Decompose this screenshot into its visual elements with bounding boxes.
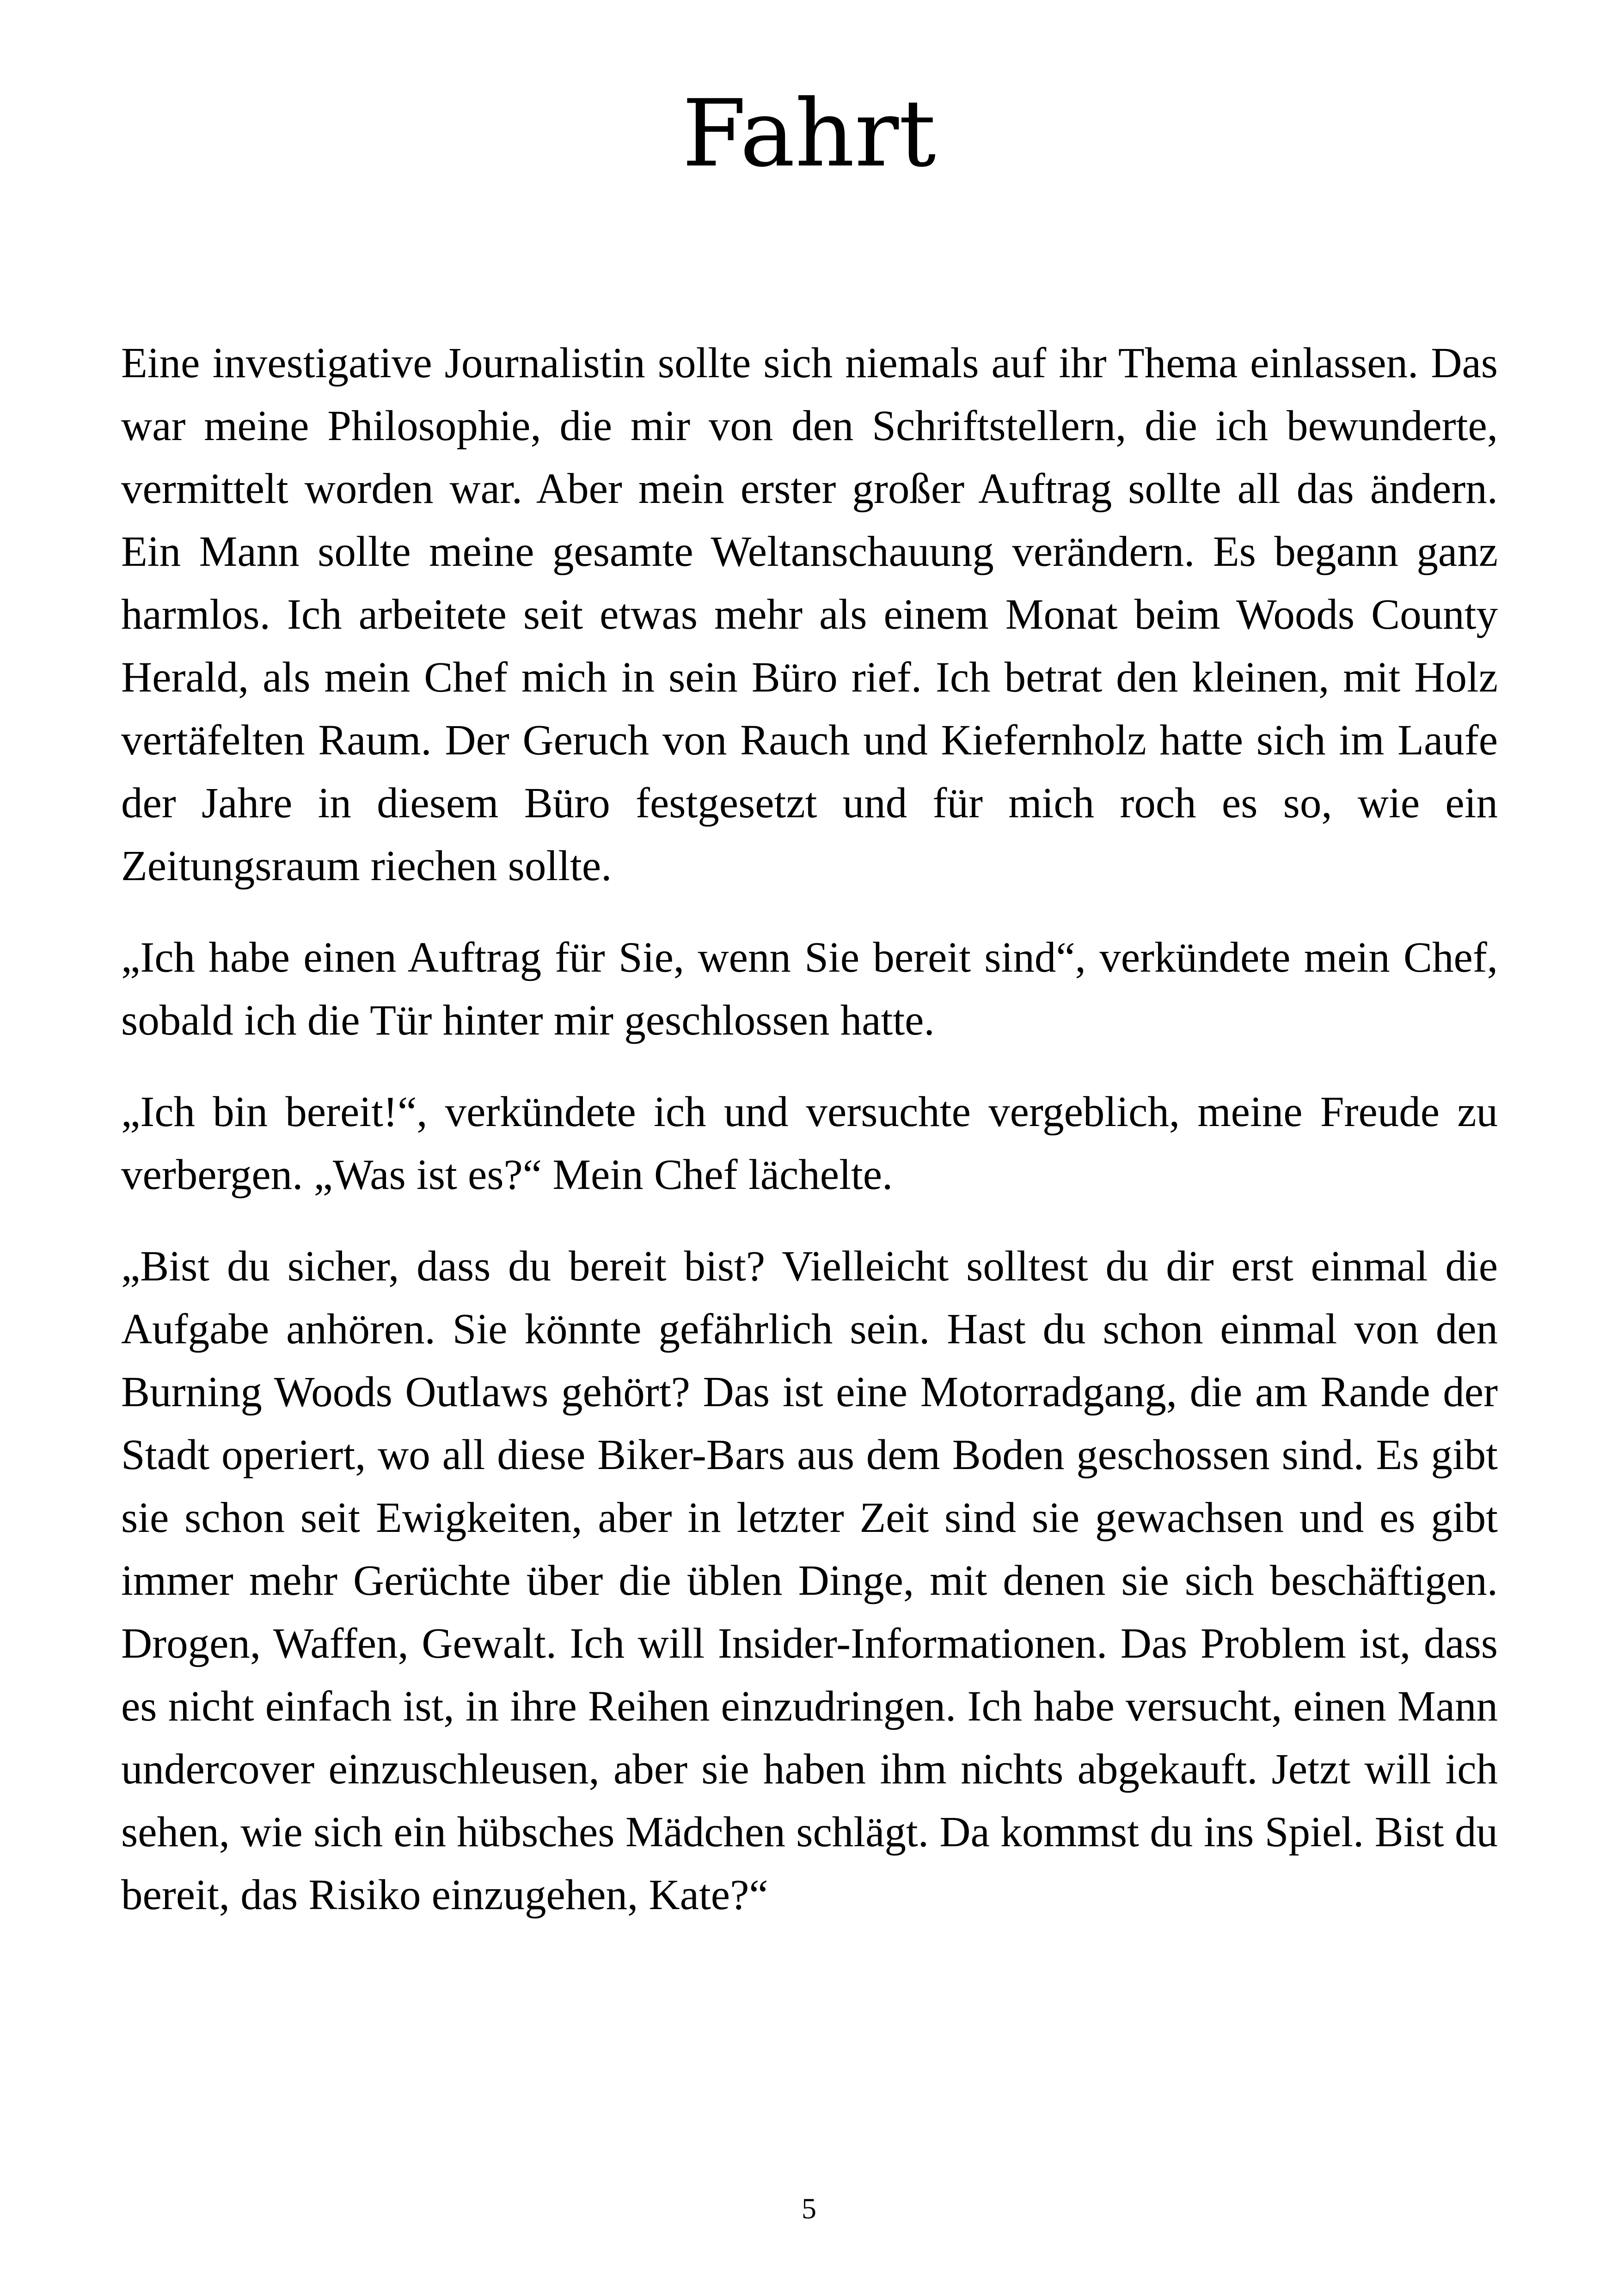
paragraph: „Ich bin bereit!“, verkündete ich und versuchte vergeblich, meine Freude zu verbergen. „Was ist es?“ Mein Chef lächelte.	[121, 1088, 1498, 1199]
paragraph: „Bist du sicher, dass du bereit bist? Vielleicht solltest du dir erst einmal die Aufgabe anhören. Sie könnte gefährlich sein. Hast du schon einmal von den Burning Woods Outlaws gehört? Das ist eine Motorradgang, die am Rande der Stadt operiert, wo all diese Biker-Bars aus dem Boden geschossen sind. Es gibt sie schon seit Ewigkeiten, aber in letzter Zeit sind sie gewachsen und es gibt immer mehr Gerüchte über die üblen Dinge, mit denen sie sich beschäftigen. Drogen, Waffen, Gewalt. Ich will Insider-Informationen. Das Problem ist, dass es nicht einfach ist, in ihre Reihen einzudringen. Ich habe versucht, einen Mann undercover einzuschleusen, aber sie haben ihm nichts abgekauft. Jetzt will ich sehen, wie sich ein hübsches Mädchen schlägt. Da kommst du ins Spiel. Bist du bereit, das Risiko einzugehen, Kate?“	[121, 1243, 1498, 1919]
page-number: 5	[802, 2192, 816, 2225]
chapter-title: Fahrt	[682, 80, 936, 188]
paragraph: Eine investigative Journalistin sollte sich niemals auf ihr Thema einlassen. Das war meine Philosophie, die mir von den Schriftstellern, die ich bewunderte, vermittelt worden war. Aber mein erster großer Auftrag sollte all das ändern. Ein Mann sollte meine gesamte Weltanschauung verändern. Es begann ganz harmlos. Ich arbeitete seit etwas mehr als einem Monat beim Woods County Herald, als mein Chef mich in sein Büro rief. Ich betrat den kleinen, mit Holz vertäfelten Raum. Der Geruch von Rauch und Kiefernholz hatte sich im Laufe der Jahre in diesem Büro festgesetzt und für mich roch es so, wie ein Zeitungsraum riechen sollte.	[121, 339, 1498, 890]
paragraph: „Ich habe einen Auftrag für Sie, wenn Sie bereit sind“, verkündete mein Chef, sobald ich die Tür hinter mir geschlossen hatte.	[121, 934, 1498, 1044]
chapter-body	[121, 332, 1498, 1955]
